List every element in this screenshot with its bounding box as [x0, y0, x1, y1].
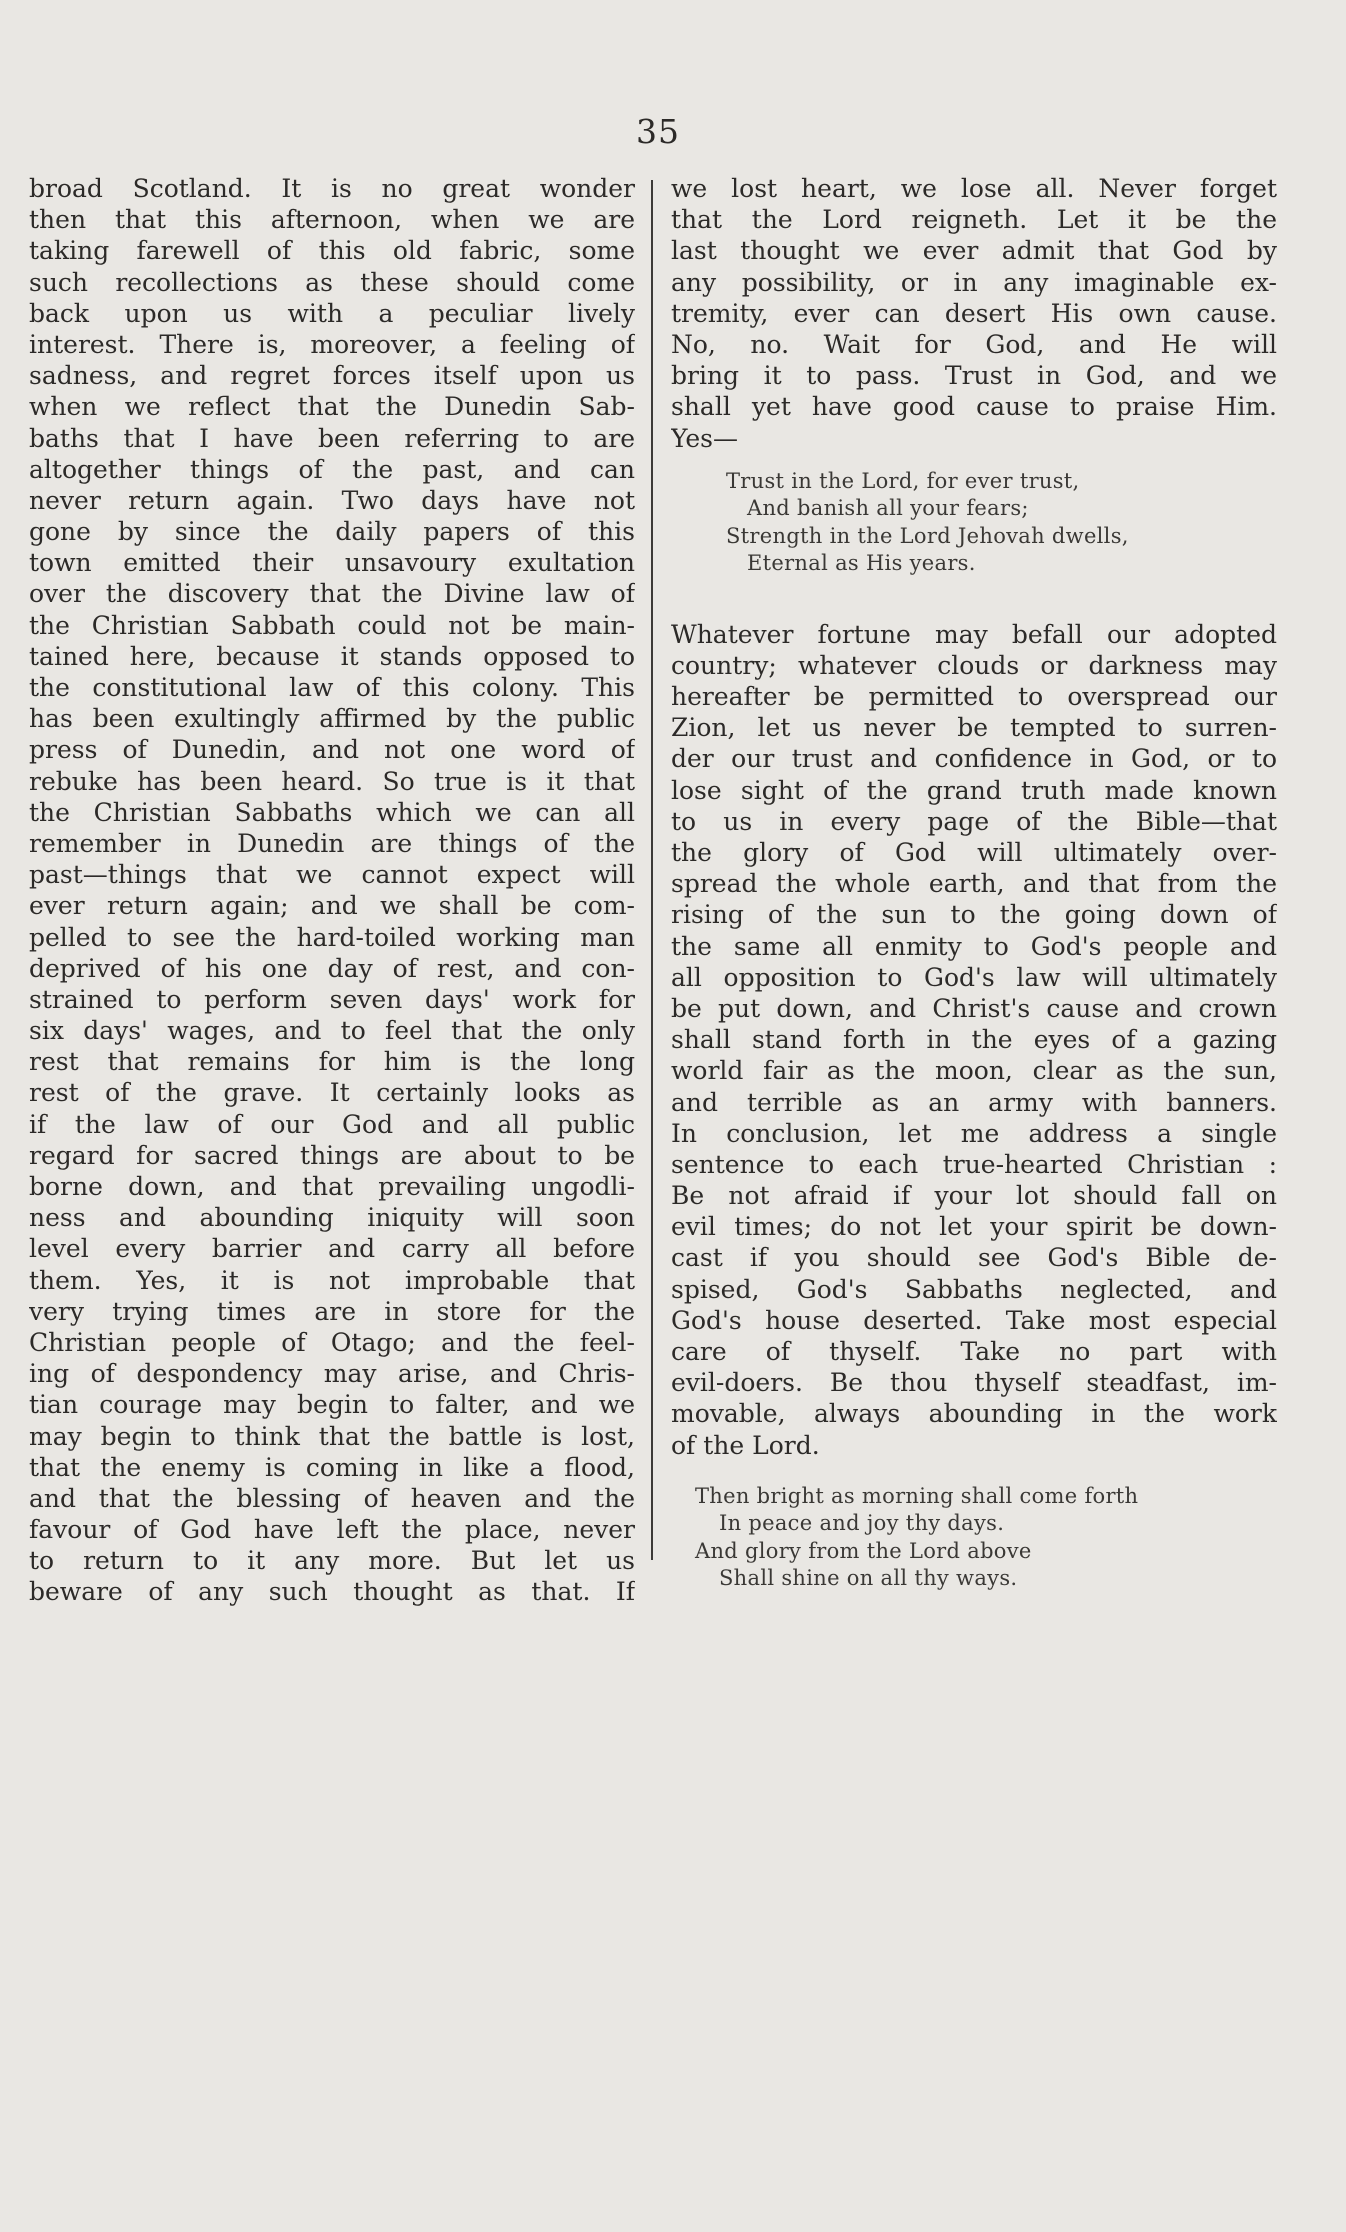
text-line: level every barrier and carry all before	[29, 1234, 635, 1264]
text-line: God's house deserted. Take most especial	[671, 1305, 1277, 1335]
text-line: beware of any such thought as that. If	[29, 1577, 635, 1607]
text-line: very trying times are in store for the	[29, 1296, 635, 1326]
text-line: Whatever fortune may befall our adopted	[671, 619, 1277, 649]
text-line: town emitted their unsavoury exultation	[29, 548, 635, 578]
text-line: them. Yes, it is not improbable that	[29, 1265, 635, 1295]
text-line: borne down, and that prevailing ungodli-	[29, 1172, 635, 1201]
text-line: any possibility, or in any imaginable ex-	[671, 267, 1277, 297]
text-line: and terrible as an army with banners.	[671, 1087, 1277, 1117]
text-line: bring it to pass. Trust in God, and we	[671, 361, 1277, 391]
text-line: tian courage may begin to falter, and we	[29, 1390, 635, 1420]
text-line: and that the blessing of heaven and the	[29, 1483, 635, 1513]
text-line: No, no. Wait for God, and He will	[671, 329, 1277, 359]
text-line: ever return again; and we shall be com-	[29, 891, 635, 921]
text-line: back upon us with a peculiar lively	[29, 298, 635, 328]
text-line: the Christian Sabbaths which we can all	[29, 797, 635, 827]
text-line: regard for sacred things are about to be	[29, 1140, 635, 1170]
text-line: may begin to think that the battle is lost,	[29, 1421, 635, 1451]
spacer	[671, 588, 1277, 619]
text-line: der our trust and confidence in God, or to	[671, 744, 1277, 774]
text-line: when we reflect that the Dunedin Sab-	[29, 392, 635, 422]
text-line: Be not afraid if your lot should fall on	[671, 1181, 1277, 1211]
verse-line: Shall shine on all thy ways.	[719, 1566, 1018, 1591]
text-line: altogether things of the past, and can	[29, 454, 635, 484]
column-divider	[651, 180, 653, 1560]
text-line: broad Scotland. It is no great wonder	[29, 174, 635, 203]
text-line: press of Dunedin, and not one word of	[29, 735, 635, 765]
text-line: baths that I have been referring to are	[29, 423, 635, 453]
text-line: the glory of God will ultimately over-	[671, 838, 1277, 867]
text-line: has been exultingly affirmed by the public	[29, 704, 635, 734]
text-line: shall stand forth in the eyes of a gazing	[671, 1025, 1277, 1055]
verse-line: Then bright as morning shall come forth	[695, 1483, 1139, 1508]
text-line: favour of God have left the place, never	[29, 1515, 635, 1545]
text-line: Zion, let us never be tempted to surren-	[671, 713, 1277, 743]
text-line: that the Lord reigneth. Let it be the	[671, 205, 1277, 235]
text-line: we lost heart, we lose all. Never forget	[671, 174, 1277, 203]
text-line: such recollections as these should come	[29, 267, 635, 297]
page-number: 35	[636, 112, 680, 151]
text-line: tremity, ever can desert His own cause.	[671, 298, 1277, 328]
text-line: ness and abounding iniquity will soon	[29, 1203, 635, 1233]
text-line: gone by since the daily papers of this	[29, 517, 635, 547]
text-line: pelled to see the hard-toiled working man	[29, 922, 635, 952]
text-line: never return again. Two days have not	[29, 485, 635, 515]
text-line: to us in every page of the Bible—that	[671, 806, 1277, 836]
text-line: tained here, because it stands opposed to	[29, 641, 635, 671]
text-line: that the enemy is coming in like a flood,	[29, 1452, 635, 1482]
text-line: rest that remains for him is the long	[29, 1047, 635, 1077]
paragraph-whatever-fortune	[671, 619, 1277, 1461]
text-line: the same all enmity to God's people and	[671, 931, 1277, 961]
text-line: rest of the grave. It certainly looks as	[29, 1078, 635, 1108]
text-line: deprived of his one day of rest, and con-	[29, 953, 635, 983]
verse-trust-in-the-lord	[671, 468, 1277, 578]
text-line: six days' wages, and to feel that the only	[29, 1016, 635, 1046]
right-column	[671, 173, 1277, 1603]
text-line: evil-doers. Be thou thyself steadfast, im-	[671, 1368, 1277, 1398]
text-line: past—things that we cannot expect will	[29, 860, 635, 890]
verse-line: Eternal as His years.	[747, 551, 976, 576]
text-line: over the discovery that the Divine law of	[29, 579, 635, 609]
text-line: In conclusion, let me address a single	[671, 1118, 1277, 1148]
text-line: rising of the sun to the going down of	[671, 900, 1277, 930]
verse-line: Trust in the Lord, for ever trust,	[726, 468, 1080, 493]
text-line: then that this afternoon, when we are	[29, 205, 635, 235]
text-line: sentence to each true-hearted Christian :	[671, 1149, 1277, 1179]
text-line: last thought we ever admit that God by	[671, 236, 1277, 266]
text-line: Christian people of Otago; and the feel-	[29, 1327, 635, 1357]
text-line: be put down, and Christ's cause and crown	[671, 993, 1277, 1023]
text-line: evil times; do not let your spirit be down-	[671, 1212, 1277, 1242]
text-line: lose sight of the grand truth made known	[671, 775, 1277, 805]
text-line: of the Lord.	[671, 1430, 820, 1460]
text-line: strained to perform seven days' work for	[29, 984, 635, 1014]
verse-line: And glory from the Lord above	[695, 1538, 1032, 1563]
verse-then-bright-as-morning	[671, 1483, 1277, 1593]
text-line: ing of despondency may arise, and Chris-	[29, 1359, 635, 1389]
text-line: interest. There is, moreover, a feeling of	[29, 329, 635, 359]
text-line: country; whatever clouds or darkness may	[671, 650, 1277, 680]
text-line: sadness, and regret forces itself upon us	[29, 361, 635, 391]
text-line: movable, always abounding in the work	[671, 1399, 1277, 1429]
text-line: spised, God's Sabbaths neglected, and	[671, 1274, 1277, 1304]
text-line: the constitutional law of this colony. This	[29, 673, 635, 702]
text-line: rebuke has been heard. So true is it that	[29, 766, 635, 796]
text-line: if the law of our God and all public	[29, 1109, 635, 1139]
text-line: cast if you should see God's Bible de-	[671, 1243, 1277, 1273]
paragraph-never-forget	[671, 173, 1277, 454]
text-line: Yes—	[671, 423, 738, 453]
text-line: the Christian Sabbath could not be main-	[29, 610, 635, 640]
left-column	[29, 173, 635, 1608]
text-line: taking farewell of this old fabric, some	[29, 236, 635, 266]
text-line: all opposition to God's law will ultimately	[671, 962, 1277, 992]
text-line: care of thyself. Take no part with	[671, 1337, 1277, 1366]
text-line: shall yet have good cause to praise Him.	[671, 392, 1277, 422]
verse-line: Strength in the Lord Jehovah dwells,	[726, 523, 1129, 548]
verse-line: In peace and joy thy days.	[719, 1511, 1005, 1536]
text-line: world fair as the moon, clear as the sun,	[671, 1056, 1277, 1086]
verse-line: And banish all your fears;	[747, 496, 1029, 521]
text-line: remember in Dunedin are things of the	[29, 828, 635, 858]
text-line: hereafter be permitted to overspread our	[671, 682, 1277, 712]
text-line: spread the whole earth, and that from the	[671, 869, 1277, 899]
text-line: to return to it any more. But let us	[29, 1546, 635, 1576]
